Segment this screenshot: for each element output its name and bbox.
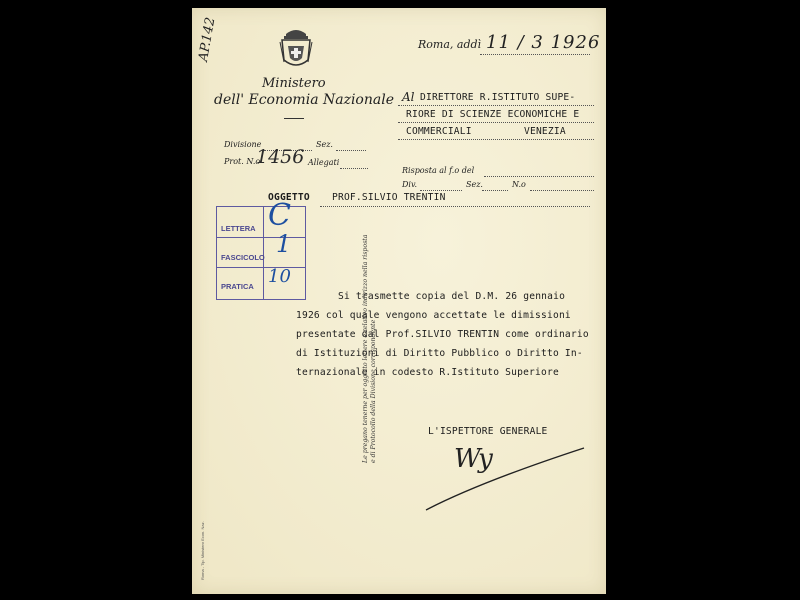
addressee-city: VENEZIA [524, 126, 566, 137]
reply-rule [484, 176, 594, 177]
stamp-value-pratica: 10 [268, 266, 291, 287]
stamp-row-rule [217, 267, 305, 268]
addressee-line3: COMMERCIALI [406, 126, 472, 137]
reply-sez-label: Sez. [466, 180, 483, 189]
reply-n-label: N.o [512, 180, 526, 189]
title-rule [284, 118, 304, 119]
attachments-rule [340, 168, 368, 169]
letter-sheet [192, 8, 606, 594]
archive-mark: AP.142 [196, 16, 219, 63]
subject-rule [320, 206, 590, 207]
reply-label: Risposta al f.o del [402, 166, 475, 175]
body-line-3: presentate dal Prof.SILVIO TRENTIN come ordinario [296, 329, 589, 340]
prot-label: Prot. N.o [224, 157, 261, 166]
stamp-label-fascicolo: FASCICOLO [221, 253, 265, 262]
margin-note-line2: e di Protocollo della Divisione corrispondente [370, 319, 377, 463]
addressee-line2: RIORE DI SCIENZE ECONOMICHE E [406, 109, 580, 120]
signature-flourish [420, 442, 590, 514]
margin-note-line1: Le pregano tenerne per oggetto lettere e relativo indirizzo nella risposta [362, 234, 369, 463]
margin-note [362, 193, 378, 463]
place-date-prefix: Roma, addì [418, 38, 482, 51]
addressee-line1: DIRETTORE R.ISTITUTO SUPE- [420, 92, 576, 103]
stamp-label-pratica: PRATICA [221, 282, 254, 291]
attachments-label: Allegati [308, 158, 340, 167]
stamp-label-lettera: LETTERA [221, 224, 256, 233]
prot-number: 1456 [256, 146, 305, 168]
archive-stamp [216, 206, 306, 300]
stamp-value-fascicolo: 1 [276, 230, 292, 258]
addressee-rule-1 [398, 105, 594, 106]
royal-crest-icon [278, 26, 314, 72]
section-rule [336, 150, 366, 151]
body-line-1: Si trasmette copia del D.M. 26 gennaio [338, 291, 566, 302]
division-label: Divisione [224, 140, 262, 149]
body-line-4: di Istituzioni di Diritto Pubblico o Diritto In- [296, 348, 583, 359]
ministry-title-line1: Ministero [262, 76, 326, 91]
ministry-title-line2: dell' Economia Nazionale [214, 92, 394, 108]
addressee-prefix: Al [402, 90, 415, 104]
section-label: Sez. [316, 140, 333, 149]
reply-n-rule [530, 190, 594, 191]
addressee-rule-2 [398, 122, 594, 123]
body-line-2: 1926 col quale vengono accettate le dimissioni [296, 310, 571, 321]
subject-label: OGGETTO [268, 192, 310, 203]
date-rule [480, 54, 590, 55]
printer-note: Roma - Tip. Ministero Econ. Naz. [200, 521, 205, 580]
closing-title: L'ISPETTORE GENERALE [428, 426, 548, 437]
signature: Wy [454, 444, 491, 474]
body-line-5: ternazionale in codesto R.Istituto Superiore [296, 367, 559, 378]
stamp-value-lettera: C [268, 198, 291, 233]
addressee-rule-3 [398, 139, 594, 140]
subject-text: PROF.SILVIO TRENTIN [332, 192, 446, 203]
stamp-row-rule [217, 237, 305, 238]
date-handwritten: 11 / 3 1926 [486, 32, 601, 53]
reply-div-rule [420, 190, 462, 191]
reply-div-label: Div. [402, 180, 418, 189]
reply-sez-rule [482, 190, 508, 191]
